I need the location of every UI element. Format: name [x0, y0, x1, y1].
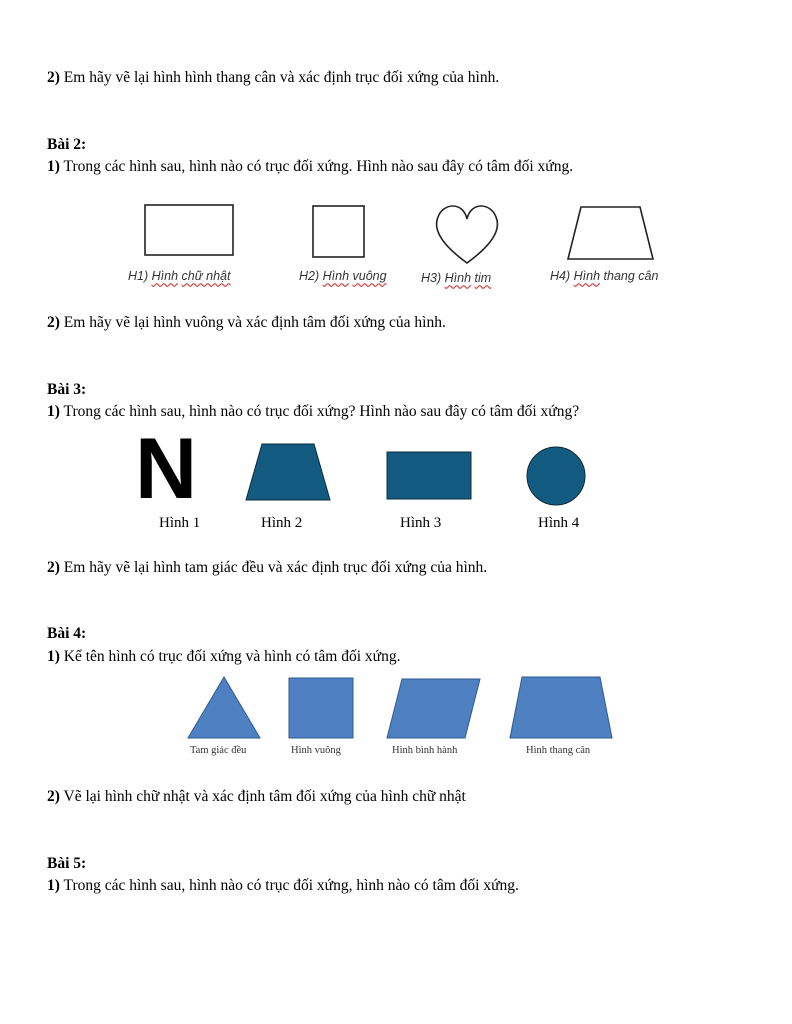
caption-hinh-1: Hình 1: [159, 515, 201, 531]
isosceles-trapezoid-shape: [568, 207, 653, 259]
bai3-shapes-figure: [240, 440, 600, 506]
bai1-question-2: 2) Em hãy vẽ lại hình hình thang cân và xác định trục đối xứng của hình.: [47, 69, 500, 86]
caption-hinh-vuong: Hình vuông: [291, 745, 341, 756]
equilateral-triangle-shape: [188, 677, 260, 738]
caption-hinh-binh-hanh: Hình bình hành: [392, 745, 458, 756]
rectangle-shape: [387, 452, 471, 499]
circle-shape: [527, 447, 585, 505]
bai5-title: Bài 5:: [47, 855, 87, 872]
bai4-title: Bài 4:: [47, 625, 87, 642]
bai3-question-2: 2) Em hãy vẽ lại hình tam giác đều và xác định trục đối xứng của hình.: [47, 559, 488, 576]
bai2-question-2: 2) Em hãy vẽ lại hình vuông và xác định tâm đối xứng của hình.: [47, 314, 446, 331]
caption-hinh-thang-can: Hình thang cân: [526, 745, 591, 756]
isosceles-trapezoid-shape: [510, 677, 612, 738]
bai4-question-2: 2) Vẽ lại hình chữ nhật và xác định tâm đối xứng của hình chữ nhật: [47, 788, 466, 805]
bai4-question-1: 1) Kể tên hình có trục đối xứng và hình có tâm đối xứng.: [47, 648, 401, 665]
rectangle-shape: [145, 205, 233, 255]
bai3-question-1: 1) Trong các hình sau, hình nào có trục đối xứng? Hình nào sau đây có tâm đối xứng?: [47, 403, 580, 420]
caption-h2: H2) Hình vuông: [299, 269, 387, 283]
square-shape: [313, 206, 364, 257]
bai2-title: Bài 2:: [47, 136, 87, 153]
caption-h1: H1) Hình chữ nhật: [128, 269, 231, 283]
square-shape: [289, 678, 353, 738]
caption-hinh-4: Hình 4: [538, 515, 580, 531]
letter-n-shape: N: [134, 421, 198, 517]
heart-shape: [437, 206, 498, 263]
parallelogram-shape: [387, 679, 480, 738]
bai2-question-1: 1) Trong các hình sau, hình nào có trục đối xứng. Hình nào sau đây có tâm đối xứng.: [47, 158, 574, 175]
caption-hinh-2: Hình 2: [261, 515, 303, 531]
trapezoid-shape: [246, 444, 330, 500]
bai3-title: Bài 3:: [47, 381, 87, 398]
bai4-shapes-figure: [180, 672, 620, 742]
bai2-shapes-figure: [120, 195, 700, 265]
caption-hinh-3: Hình 3: [400, 515, 442, 531]
caption-h3: H3) Hình tim: [421, 271, 492, 285]
caption-tam-giac-deu: Tam giác đều: [190, 745, 247, 756]
bai5-question-1: 1) Trong các hình sau, hình nào có trục đối xứng, hình nào có tâm đối xứng.: [47, 877, 519, 894]
caption-h4: H4) Hình thang cân: [550, 269, 659, 283]
